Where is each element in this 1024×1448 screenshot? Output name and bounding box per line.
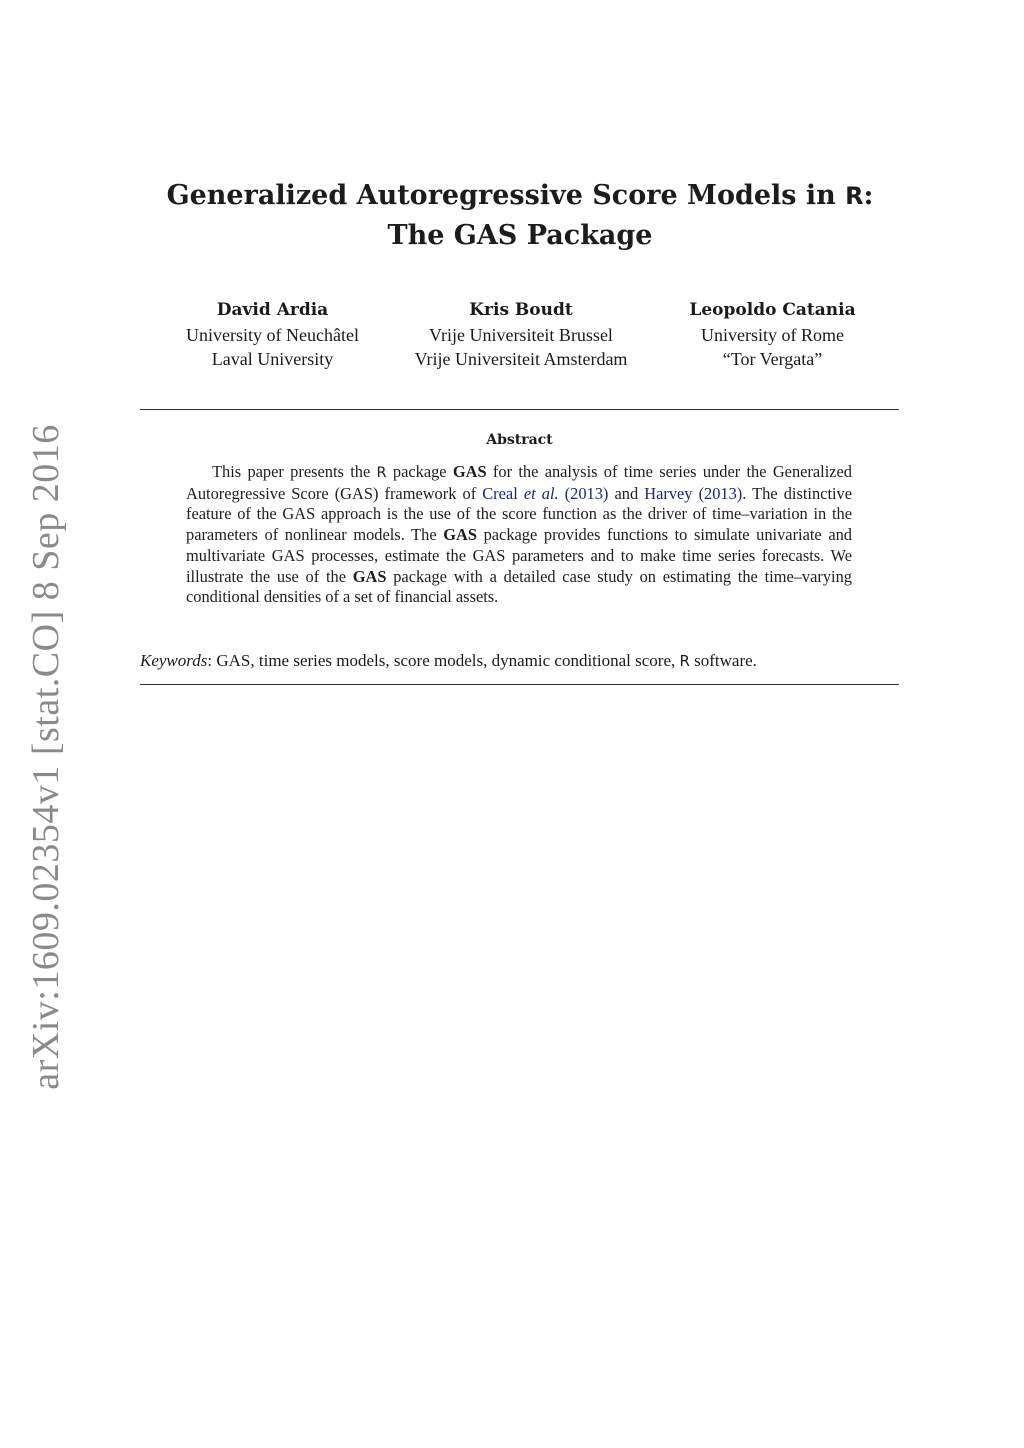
- title-colon: :: [863, 180, 874, 211]
- package-name: GAS: [352, 566, 387, 586]
- author-affiliation: Vrije Universiteit Brussel: [429, 325, 613, 345]
- abstract-text: This paper presents the: [212, 462, 377, 481]
- author-boudt: [395, 298, 647, 371]
- r-language-name: R: [679, 652, 690, 670]
- author-name: Leopoldo Catania: [689, 300, 856, 320]
- horizontal-rule-top: [140, 409, 899, 410]
- title-line-1: [140, 176, 900, 216]
- keywords-line: [140, 651, 900, 671]
- paper-title: [140, 176, 900, 256]
- author-affiliation: University of Neuchâtel: [186, 325, 359, 345]
- abstract-text: . The distinctive feature of the GAS approach is the use of the score function as the driver of time–variation in the parameters of nonlinear models. The: [186, 483, 853, 545]
- author-affiliation: Vrije Universiteit Amsterdam: [414, 349, 628, 369]
- author-block: [140, 298, 900, 378]
- citation-text: Creal: [482, 483, 524, 503]
- keywords-text: software.: [689, 651, 757, 670]
- title-text: Generalized Autoregressive Score Models in: [166, 180, 846, 211]
- horizontal-rule-bottom: [140, 684, 899, 685]
- arxiv-identifier: arXiv:1609.02354v1 [stat.CO] 8 Sep 2016: [25, 424, 67, 1090]
- abstract-text: package: [386, 462, 453, 481]
- author-name: Kris Boudt: [469, 300, 573, 320]
- keywords-text: GAS, time series models, score models, dynamic conditional score,: [216, 651, 680, 670]
- abstract-text: package provides functions to simulate univariate and multivariate GAS processes, estimate the GAS parameters and to make time series forecasts. We illustrate the use of the: [186, 525, 852, 586]
- keywords-label: Keywords: [140, 651, 208, 670]
- author-affiliation: Laval University: [211, 349, 334, 369]
- citation-text: et al.: [523, 483, 559, 503]
- author-catania: [665, 298, 880, 371]
- author-ardia: [160, 298, 385, 371]
- abstract-text: package with a detailed case study on estimating the time–varying conditional densities of a set of financial assets.: [186, 566, 852, 607]
- citation-text: (2013): [558, 483, 609, 503]
- author-affiliation: “Tor Vergata”: [722, 349, 823, 369]
- abstract-body: [186, 462, 852, 608]
- citation-creal[interactable]: [482, 484, 608, 503]
- author-affiliation: University of Rome: [701, 325, 844, 345]
- keywords-colon: :: [207, 651, 217, 670]
- citation-harvey[interactable]: Harvey (2013): [644, 483, 743, 503]
- abstract-heading: Abstract: [486, 432, 553, 448]
- package-name: GAS: [452, 462, 487, 481]
- abstract-text: and: [608, 483, 645, 503]
- package-name: GAS: [443, 525, 477, 545]
- r-language-name: R: [845, 182, 864, 210]
- r-language-name: R: [376, 465, 387, 481]
- author-name: David Ardia: [216, 300, 329, 320]
- abstract-paragraph: [186, 462, 852, 608]
- abstract-text: for the analysis of time series under the Generalized Autoregressive Score (GAS) framework of: [186, 462, 853, 503]
- title-line-2: The GAS Package: [387, 220, 653, 251]
